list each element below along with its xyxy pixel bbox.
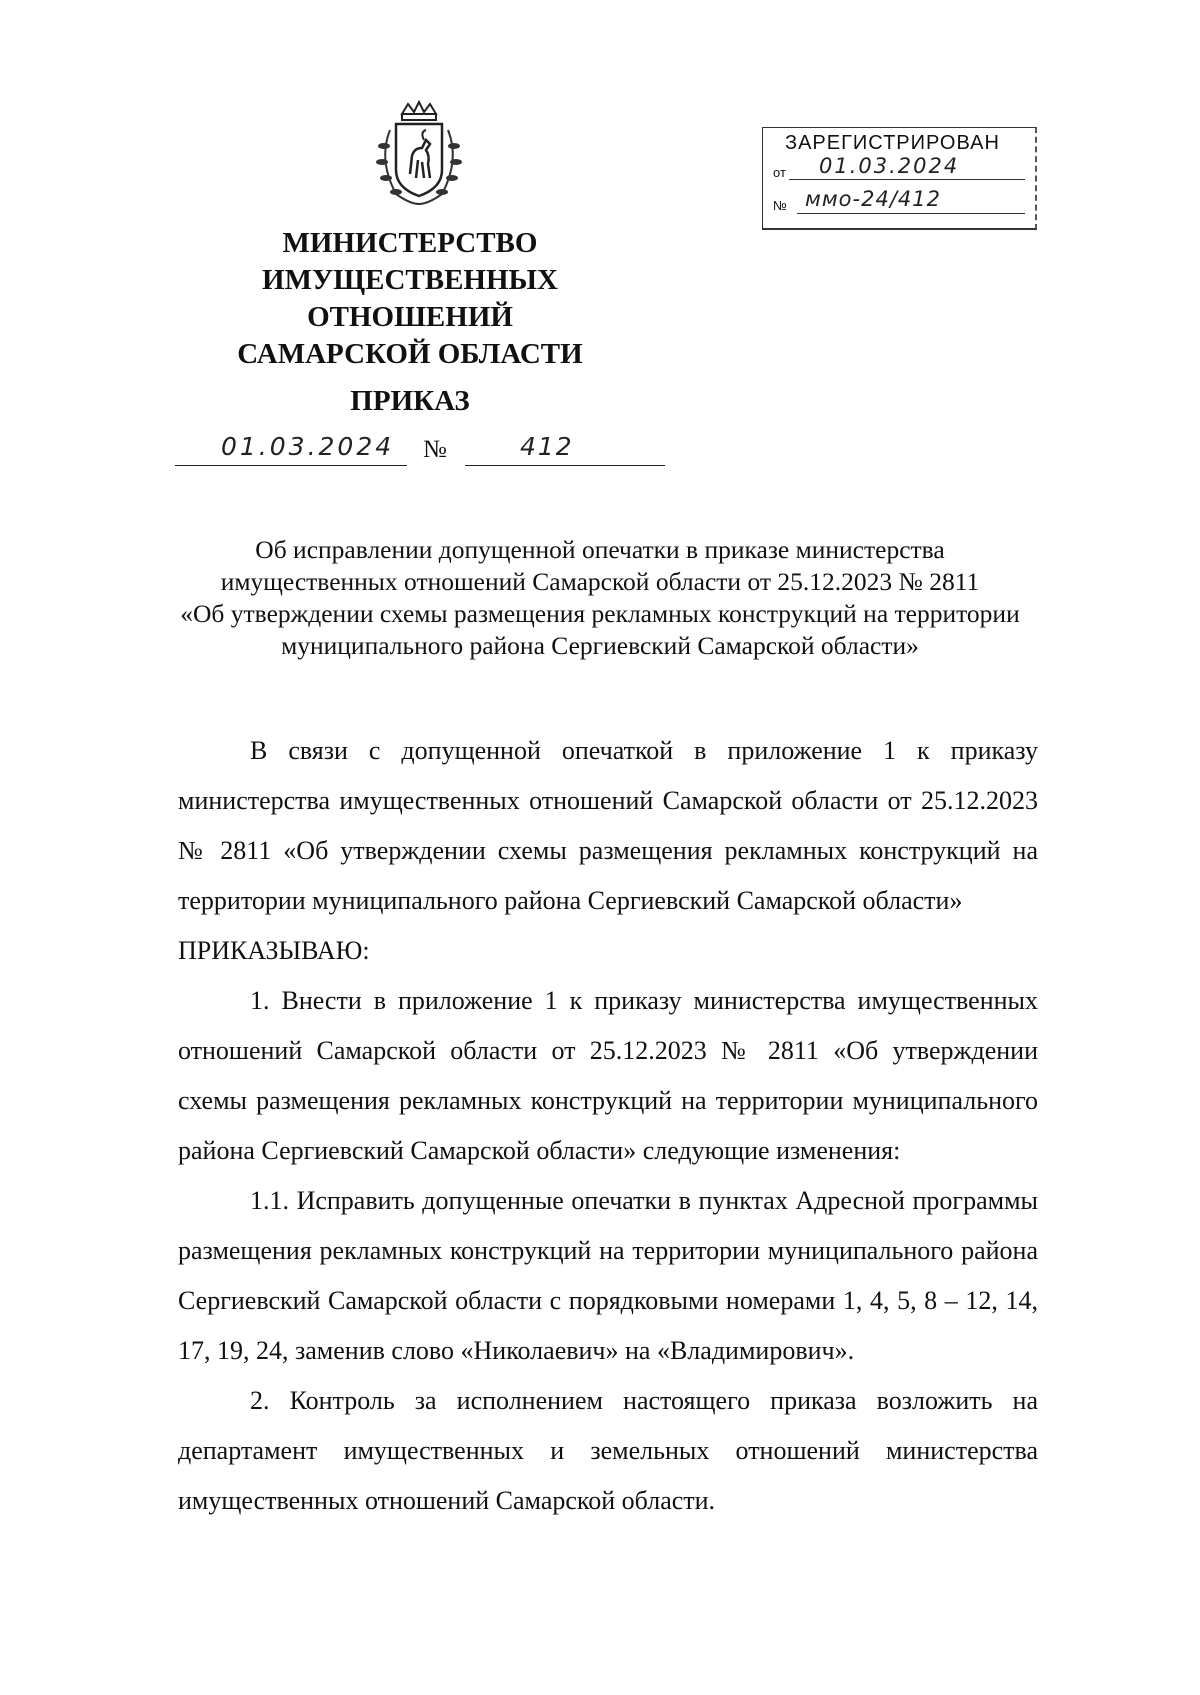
order-heading: ПРИКАЗ bbox=[350, 385, 470, 417]
ministry-name bbox=[220, 225, 600, 373]
subject-line: Об исправлении допущенной опечатки в приказе министерства bbox=[255, 535, 945, 564]
subject-line: «Об утверждении схемы размещения рекламных конструкций на территории bbox=[180, 599, 1020, 628]
order-body bbox=[178, 726, 1038, 1526]
stamp-number-label: № bbox=[773, 198, 787, 213]
ministry-name-line: МИНИСТЕРСТВО bbox=[282, 227, 538, 259]
stamp-registration-number: ммо-24/412 bbox=[805, 187, 941, 211]
item-1-paragraph: 1. Внести в приложение 1 к приказу министерства имущественных отношений Самарской области от 25.12.2023 № 2811 «Об утверждении схемы размещения рекламных конструкций на территории муниципального района Сергиевский Самарской области» следующие изменения: bbox=[178, 986, 1038, 1165]
item-2-paragraph: 2. Контроль за исполнением настоящего приказа возложить на департамент имущественных и земельных отношений министерства имущественных отношений Самарской области. bbox=[178, 1386, 1038, 1515]
samara-coat-of-arms-icon bbox=[360, 100, 478, 210]
order-subject bbox=[170, 534, 1030, 662]
order-number: 412 bbox=[520, 432, 574, 461]
stamp-date: 01.03.2024 bbox=[819, 154, 960, 178]
item-1-1-paragraph: 1.1. Исправить допущенные опечатки в пунктах Адресной программы размещения рекламных конструкций на территории муниципального района Сергиевский Самарской области с порядковыми номерами 1, 4, 5, 8 – 12, 14, 17, 19, 24, заменив слово «Николаевич» на «Владимирович». bbox=[178, 1186, 1038, 1365]
ministry-name-line: САМАРСКОЙ ОБЛАСТИ bbox=[237, 338, 583, 370]
ministry-name-line: ОТНОШЕНИЙ bbox=[307, 301, 513, 333]
stamp-from-label: от bbox=[773, 165, 786, 180]
ministry-name-line: ИМУЩЕСТВЕННЫХ bbox=[262, 264, 558, 296]
number-sign: № bbox=[423, 436, 447, 463]
subject-line: муниципального района Сергиевский Самарской области» bbox=[281, 631, 919, 660]
date-underline bbox=[175, 465, 407, 466]
number-underline bbox=[465, 465, 665, 466]
order-date: 01.03.2024 bbox=[221, 432, 395, 461]
stamp-number-underline bbox=[797, 213, 1025, 214]
stamp-date-underline bbox=[789, 179, 1025, 180]
decree-word: ПРИКАЗЫВАЮ: bbox=[178, 936, 370, 965]
preamble-paragraph: В связи с допущенной опечаткой в приложение 1 к приказу министерства имущественных отношений Самарской области от 25.12.2023 № 2811 «Об утверждении схемы размещения рекламных конструкций на территории муниципального района Сергиевский Самарской области» bbox=[178, 736, 1038, 915]
stamp-title: ЗАРЕГИСТРИРОВАН bbox=[785, 132, 1000, 154]
registration-stamp bbox=[762, 127, 1037, 230]
subject-line: имущественных отношений Самарской области от 25.12.2023 № 2811 bbox=[220, 567, 980, 596]
order-date-number-line bbox=[175, 432, 665, 472]
